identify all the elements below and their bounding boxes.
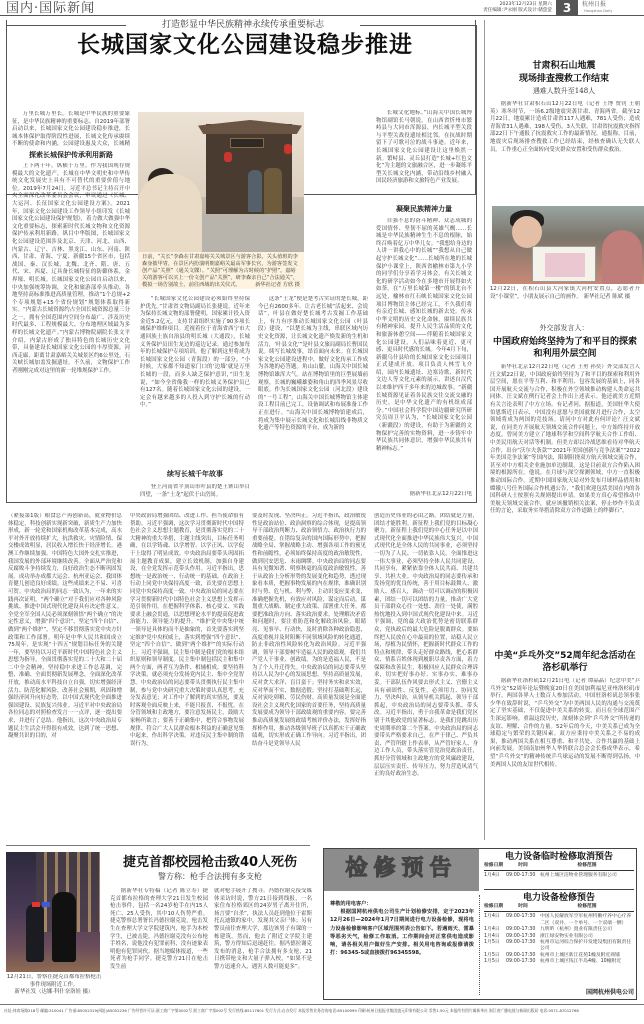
quake-photo-caption [490,286,640,308]
plan-row [484,914,634,927]
cancel-table-header [484,863,634,871]
caption-text: 12月22日，在积石山县大河家镇大河村安置点，志愿者开设“小课堂”，小朋友展示自己的画作。 [490,286,640,300]
feature-col2-body [140,296,250,446]
quake-body [490,101,640,203]
notice-signature: 国网杭州供电公司 [585,989,634,996]
row-scope: 杭州市上城区新江花苑1幢及附近商铺 [540,952,620,958]
row-time: 09:00-17:30 [506,933,536,939]
header-date: 检修日期 [484,863,504,868]
continued-col2 [130,513,244,838]
header-scope: 检修范围 [577,904,597,909]
continued-col2-text: 中央政治局增强团结、改进工作、担当使命很有帮助。习近平强调，这次学习贯彻新时代中国特色社会主义思想主题教育，是贯彻落实党的二十大精神的重大举措，主题主线突出，目标任务明确，在以学铸魂、以学增智、以学正风、以学促干上取得了明显成效。中央政治局要带头巩固拓展主题教育成果，建立长效机制，加强自身建设，在全党发挥示范带头作用。习近平指出，思想统一是政治统一、行动统一的基础。在政治上行动上同党中央保持高度一致，首先要在思想上同党中央保持高度一致。中央政治局的同志要在学习贯彻新时代中国特色社会主义思想上发挥示范引领作用，在把握科学体系、核心要义、实践要求上融会贯通，以思想理论水平的提高促进政治能力、领导能力的提升。“维护党中央集中统一领导是具体的而不是抽象的，首先要落实到坚定维护党中央权威上，落实到增强“四个意识”、坚定“四个自信”、做到“两个维护”的实际行动上。习近平强调，民主集中制是我们党的根本组织原则和领导制度。民主集中制包括民主和集中两个方面，两者互为条件、相辅相成。要坚持科学决策，就必须充分发扬党内民主、集中全党智慧。中央政治局的同志要带头贯彻执行民主集中制，参与党中央研究重大决策时要认真思考，充分发表意见；对工作中了解到的真实情况，要及时客观全面反映上来，不能只报喜、不报忧。在分管领域和主政地方，要注意发扬民主，鼓励大家畅所欲言；要善于正确集中，把符合事物发展规律、符合广大人民群众根本利益的正确意见集中起来，作出科学决策。对违反民主集中制的错误行为， [130,513,244,747]
feature-col4-top-text: 长城文化地标。”山海关中国长城博物馆副馆长马朝说。在山西省忻州市繁峙县与大同市浑源县，内长城平型关段与平型关战役遗址相比邻。在抗战时期留下了可歌可泣的战斗事迹。近年来，长城国家文化公园建设让这里焕然一新。繁峙县、灵丘县打造“长城+红色文化”为主题的文旅融合区，进一步凝练平型关长城文化内涵，带动沿线乡村融入国民经济旅游和文旅特色产业发展。 [376,110,472,184]
caption-text: 日前，“关长”李森在甘肃嘉峪关关城景区与游客合影。关头值班的李森身披甲胄，在景区内扮演明朝嘉峪关最高军事长官，为游客签发文创产品“关照”（通关文牒）。“关照”可理解为古时候的“护照”。嘉峪关的游客可以买上一份文创产品“关照”，研李森亲自己“合法通关”，模拟一场告别故土、前往西域的出关仪式。 [142,254,299,288]
feature-col4-body [376,218,472,490]
feature-col4-text: 自强不息的奋斗精神、众志成城的爱国情怀、坚韧不屈的英雄气概……长城是中华民族精神生生不息的根脉，始终召唤着亿万中华儿女。“我想给身边的人讲一讲我心中的长城”“我想从自己做起守护长城文化”……长城所在地的长城保护小课堂上，陕西省榆林市第九小学的同学们分享着学习体会。有关长城文化的研学活动如今在多地市开展得如火如荼。在“万里长城第一楼”的镇北台不远处，榆林市红石峡长城国家文化公园项目博物馆主体已经完工，不久我们将有亲近长城、感知长城的新去处。传承中华文明的历史文化命脉，赓续民族共有精神家园。提升人民生活品质的文化和旅游休憩空间——伴随着长城国家文化公园建设，人们品味着更近、更可感、更具时代感的长城。今年4月下旬，新疆乌什县哈的长城国家文化公园项目正式建成开放。项目负责人林雪飞介绍，园内长城遗址、边塞诗歌、新时代文边人等文化元素的展示，讲述自汉代以来维护西千多年来的边城故事。“新疆长城资源见证着各民族交往交流交融的历史，是中华文化遗产的有机组成部分。”中国社会科学院中国边疆研究所研究员周卫平认为，“长城国家文化公园（新疆段）的建设，有助于为新疆的文物保护完善的实物资料，进一步铸牢中华民族共同体意识，增强中华民族共有精神标志。” [376,218,472,452]
row-date: 1月4日 [484,873,500,879]
row-scope: 杭州市上城区钱江半岛4幢、10幢附近 [540,959,622,965]
photo-credit: 新华社记者 方欣 摄 [255,282,300,288]
plan-row [484,940,634,953]
row-date: 1月5日 [484,959,500,965]
notice-divider [479,895,480,995]
quake-subhead: 遇难人数升至148人 [532,87,596,95]
feature-col2-tail [140,484,250,500]
newspaper-logo: 杭州日报 [582,1,607,8]
header-date: 检修日期 [484,904,504,909]
frame-top-rule-left [6,25,126,26]
cancel-table [484,852,634,880]
plan-table [484,893,634,966]
feature-col2-tail-text: 登上河南省平顶山市叶县的楚王寨山举目四望，一条“土龙”起伏于山峦间。 [140,484,250,498]
issue-date: 2023年12月23日 星期六 [499,2,552,7]
feature-col3-text: 这条“土龙”便是楚考古实证的楚长城，距今已有2600多年。让古老长城“活起来、会说话”，叶县在做好楚长城考古发掘工作基础上，有力有序推动长城国家文化公园（叶县段）建设，“以楚长城为主线，串联区域内历史文化资源，让长城文化遗产焕发新的生机和活力，‘叶县文化’”是叶县文旅局副局长曹国民说。续写长城故事，昂首面向未来。在长城国家文化公园建设进程中，做好文化传承工作成为各地的必答题。角山山麓，山海关中国长城博物馆雄浑大气。站在博物馆里的巨型展墙前观察，长城的巍峨雄姿和角山的四季风景尽收眼底。作为长城国家文化公园（河北段）建设的“一号工程”，山海关中国长城博物馆主体建设工程目前已完工，设备调试和布展准备工作正在进行。“山海关中国长城博物馆建成后，将成为集中展示长城文化和长城沿线非物质文化遗产等特色资源的平台，成为新的 [258,296,368,432]
plan-row [484,959,634,965]
feature-col2-text: “长城国家文化公园建设必须始终坚持保护优先。”甘肃省文物局副局长张捷说，近年来为保持长城文物的部署健明，国家累计投入资金近5.2亿元，支持甘肃组织实施了90多项长城保护维修项目。近视着位于青海省西宁市大通回族土族自治县的明长城（大通段），长城义务保护员田生龙边的巡边记录。通过参加每年的长城保护专项培训，他了解到这里将成为长城国家文化公园（青海段）的一部分。“小时候，大家都不知道家门口的‘边墙’就是万里长城的一段，而多人缺乏保护意识，”田生龙说，“如今全省像我一样的长城义务保护员已有127名。随着长城国家文化公园的建设，一定会有越来越多的人投入到守护长城的行动中。” [140,296,250,409]
right-column-rule [484,20,485,840]
continued-col1 [8,513,122,838]
prague-body-2-text: 就对枪手展开了搜寻。冯德拉谢克接受媒体采访时说，警方21日接到线报，一名家住布拉格郊区的24岁男子离开住所，扬言要“自杀”，执法人员赶到他位于霍斯托瓦迪镇的家中，发现其父亲尸体；另有警员前往查理大学，那边该男子有课的一栋建筑。然而，他去了附近文学院主建筑，警方得知后迅速赶往。据冯德拉谢克发布的消息，枪手合法拥有多支枪，21日携带枪支和大量子弹入校，“如果不是警方迅速介入，遇害人数可能更多”。 [214,888,312,970]
feature-col1-body [12,163,130,496]
row-time: 09:00-17:30 [506,927,536,933]
row-date: 1月5日 [484,940,500,946]
frame-top-rule-right [360,25,476,26]
row-time: 09:00-17:30 [506,952,536,958]
row-time: 09:00-17:30 [506,940,536,946]
notice-banner-title: 检修预告 [345,856,458,881]
feature-col4-top [376,110,472,184]
row-scope: 中国人民解放军空军杭州特勤疗养中心疗养二区（双井、一个单号、一个双端一侧） [540,914,632,926]
row-date: 1月5日 [484,952,500,958]
page-footer: 社址:体育场路218号 邮编:310041 广告部:85052319(网址)85052236 广告经营许可证:浙工商广字第0002号 浙工商广字第002号 发行热线:85117601 发行方式:自办发行 本报零售业务咨询电话:85100999 印刷:杭州日报报业集团盛元印务有限公司 零售1.50元 本报所有图片属新华社 浙江省广播电视与新闻出版局 电话:0571-87012766 [0,1004,644,1024]
continued-col4-text: 创造历史伟业的必由之路。团结就是力量，团结才能胜利。新征程上我们党的目标凝心聚力，新征程上我们党的中心任务是以中国式现代化全面推进中华民族伟大复兴。中国式现代化是全体人民的共同事业，必须坚持一切为了人民、一切依靠人民。全面推进这一伟大事业，必须坚持全体人民共同建设、共同享有，紧紧依靠全体人民共商、共建共享、共担大业。中央政治局的同志要传承和发扬党的优良传统，善于用目标鼓舞人、激励人、感召人，调动一切可以调动的积极因素，团结一切可以团结的力量，推动广大党员干部群众心往一处想、劲往一处使，满腔热忱地投入到中国式现代化建设中来。习近平强调，党的最大政治优势是密切联系群众，党执政后的最大危险是脱离群众。要始终把人民放在心中最高的位置，站稳人民立场，厚植为民情怀，把握新时代群众工作的特点和规律，带头走好群众路线，把心系群众、情系百姓体现到履职尽责各方面，着力保障和改善民生，积极回应人民群众合理诉求，切实把好事办好、实事办实、难事办妥。干部队伍作风要去形式主义、官僚主义具有顽固性、反复性，必须用力、协同发力、坚决纠治，从领导机关抓起、领导干部抓起，中央政治局的同志要带头抓、带头改。习近平指出，勇于自我革命是我们党区别于其他政党的显著标志，是我们党跳出历史周期率的第二个答案。中央政治局的同志要带头严格要求自己，在严于律己、严负其责、严管所辖上作表率，从严管好家人、身边工作人员，带头落实管党治党政治责任，抓好分管领域和主政地方的党风廉政建设，层层压实责任、传导压力，努力营造风清气正的良好政治生态。 [374,513,478,778]
pingpong-body-text: 据新华社洛杉矶12月21日电（记者 谭晶晶）纪念中美“乒乓外交”52周年论坛暨晚宴20日在美国加利福尼亚州洛杉矶市举行，两国各界人士数百人参加活动。中国驻洛杉矶总领事张少华在致辞时说，“乒乓外交”为中美两国人民的沟通与交流奠定了坚实基础，不仅促进中美关系的转变，而且在全球范围产生深远影响。重温这段历史，深刻体会到“乒乓外交”所传递的友谊、理解、合作的力量。52年后的今天，中美关系已成为全球稳定与繁荣的关键因素。双方应秉持中美关系之不易的成果，推动两国关系在相互尊重、和平共处、合作共赢的基础上向前发展。美国南加州华人华侨联合总会会长蔡成华表示，希望“乒乓外交”的精神传统乒乓球运动的发展不断得到弘扬，中美两国人民的友谊世代相传。 [490,678,640,768]
prague-body-col1 [110,888,208,1002]
pingpong-headline: 中美“乒乓外交”52周年纪念活动在洛杉矶举行 [494,651,636,673]
frame-bottom-rule [6,502,476,503]
header-scope: 检修范围 [577,863,597,868]
header-time: 时间 [518,863,528,868]
notice-table-rule [484,889,634,890]
bottom-section-rule [6,845,310,846]
pingpong-body [490,678,640,834]
date-editor-block [380,2,552,14]
row-scope: 杭州市运河综合保护开发建设集团有限责任公司 [540,940,632,952]
prague-photo-caption [6,974,102,1002]
row-time: 09:00-17:30 [506,873,536,879]
row-time: 09:00-17:30 [506,959,536,965]
newspaper-logo-en: Hangzhou Daily [584,9,613,13]
row-scope: 浙江绿安物实业有限公司 [540,933,593,939]
quake-photo [492,206,644,284]
space-kicker: 外交部发言人： [539,324,589,332]
prague-photo [6,852,100,972]
section-title: 国内·国际新闻 [6,1,96,16]
feature-subhead-1: 探索长城保护传承利用新路 [29,151,113,159]
prague-subhead: 警方称：枪手合法拥有多支枪 [158,872,262,881]
continued-col3 [252,513,366,838]
feature-subhead-2: 续写长城千年故事 [167,470,223,478]
prague-body-col2 [214,888,312,1002]
photo-credit: 新华社发（达娜·科什奈洛娃 摄） [14,989,94,996]
feature-dateline: 据新华社北京12月22日电 [409,491,472,497]
row-date: 1月4日 [484,927,500,933]
feature-col1-text: 上下两千年，纵横十万里。作为我国现存规模最大的文化遗产，长城在中华文明史和中华传统文化发展史上具有不可替代的重要价值与地位。2019年7月24日，习近平总书记主持召开中央全面深化改革委员会会议，审议通过《长城、大运河、长征国家文化公园建设方案》。2021年，国家文化公园建设工作领导小组印发《长城国家文化公园建设保护规划》，着力做大做强中华文化重要标志，探索新时代长城文物和文化资源保护传承利用新路。纵目中华版图，长城国家文化公园建设范围涉及北京、天津、河北、山西、内蒙古、辽宁、吉林、黑龙江、山东、河南、陕西、甘肃、青海、宁夏、新疆15个省区市，包括战国、秦、汉长城，北魏、北齐、隋、唐、五代、宋、西夏、辽具备长城特征的防御体系，金界壕、明长城。长城国家文化公园自启动以来，中央加强统筹协调，文化和旅游部牵头推动，各地坚持高标准推进高质量管理，推动“1个总规+2个专项规划+15个省份规划”规划体系取得新实。“内蒙古长城资源约占全国长城资源总量三分之一，拥有全国范围内空间分布最广、涉及历史时代最多、工程规模最大、分布地理区域最为多样的长城文化遗产。”内蒙古博物院副院长张文平介绍，内蒙古形成了独具特色的长城历史文化带，具备建设长城国家文化公园的丰厚资源。河西走廊，距离甘肃嘉峪关关城景区约6公里处，石关峡长城加盖发掘遗址。不久前，文物保护工作者刚刚完成对这里的新一轮堆规保护工作。 [12,163,130,375]
editors-credit: 责任编辑:尹永刚 版式设计:储萤萤 [483,8,552,13]
caption-text: 12月21日，警察在捷克首都布拉格枪击事件现场附近工作。 [6,974,102,988]
photo-credit: 新华社记者 陈斌 摄 [583,293,631,300]
plan-title: 电力设备检修预告 [522,893,595,903]
great-wall-photo-caption [138,252,304,289]
row-date: 1月4日 [484,933,500,939]
row-date: 1月4日 [484,914,500,920]
frame-left-rule [6,20,7,503]
cancel-row [484,873,634,879]
prague-headline: 捷克首都校园枪击致40人死伤 [122,855,298,870]
feature-kicker: 打造彰显中华民族精神永续传承重要标志 [161,20,324,30]
continued-col3-text: 要及时发现、坚决纠正。习近平指出，政治敏锐性是政治站位、政治洞察的综合体现，是提高领导干部政治判断力、政治领悟力、政治执行力的重要前提。在错综复杂的国内国际形势中，把握战略全局、掌握战略主动、增强各项工作的预见性和前瞻性，必须始终保持高度的政治敏锐性，做到居安思危、未雨绸缪。中央政治局的同志要具有见微知著、明察秋毫的高度政治敏锐性，善于从政治上分析形势的发展变化和趋势，透过现象看本质，把握事物发展的内在规律，准确识别时与势、危与机、利与弊，主动识变应变求变，准确把握先机，有效应对风险，谋定而后动。谋划重大战略、制定重大政策、部署重大任务，都要把准政治方向、落实政治要求。处理解决矛盾和问题时，要注重防范和化解政治风险，眼睛亮、见事早、行动快，及时消除各种政治隐患，高度重视并及时阻断不同领域风险的转化通道，防止非政治性风险转化为政治风险。习近平强调，领导干部要树牢造福人民的政绩观。我们共产党人干事业、创政绩，为的是造福人民，不是为了个人升迁得失。中央政治局的同志要带头坚持以人民为中心的发展思想，坚持高质量发展，反对贪大求洋、盲目蛮干；坚持务实和求实效，反对华而不实、数据造假；坚持打基础利长远，反对寅吃卯粮、劳民伤财。高质量发展是全面建设社会主义现代化国家的首要任务，坚持高质量发展要成为领导干部政绩观的重要内容。要完善推动高质量发展的政绩考核评价办法，发挥好指挥棒作用，推动各级领导班子以真抓实干正确政绩观，切实形成正确工作导向。习近平指出，团结奋斗是党领导人民 [252,513,366,747]
page-number: 3 [556,0,578,16]
header-time: 时间 [518,904,528,909]
great-wall-photo [138,112,304,252]
row-scope: 九明昕（杭州）置业有限责任公司 [540,927,612,933]
quake-body-text: 据新华社甘肃积石山12月22日电（记者 王博 贾钊 王朝英）寒冬时节，一场6.2级地震突袭甘肃、青海两省。截至12月22日，地震累计造成甘肃省117人遇难，781人受伤；造成青海省31人遇难，198人受伤，3人失联。甘肃省抗震救灾指挥部22日下午通报了抗震救灾工作的最新情况。通报称，目前，地震灾后现场排查搜救工作已经结束，经核查确认无失联人员。工作重心正全面转向受灾群众安置和受伤群众救治。 [490,101,640,153]
plan-table-header [484,904,634,912]
quake-headline-1: 甘肃积石山地震 [532,61,596,71]
feature-lead-text: 万里长城万里长。长城是中华民族的重要象征，是中华民族精神的重要标志。自2019年部署启动以来，长城国家文化公园建设稳步推进，长城本体保护取得阶段性进展，长城文化传承赓续不断的使命和内涵，公园建设惠及大众，长城精 [12,111,130,147]
cancel-title: 电力设备临时检修取消预告 [504,852,613,862]
prague-body-1-text: 据新华社专特稿（记者 陈立寿）捷克首都布拉格的查理大学21日发生校园枪击事件，包括一名24岁枪手在内15人死亡、25人受伤，其中10人伤势严重。捷克警察总署署长冯德拉谢克说，枪击发生在查理大学文学院建筑内，枪手为本校学生，已被击毙。冯德拉谢克没有公布枪手姓名，说他没有犯罪前科，没有迹象表明他有犯罪同伙。据当地媒体报道，一些死者为枪手同学。捷克警方21日在枪击发生前 [110,888,208,970]
quake-headline-2: 现场排查搜救工作结束 [518,74,609,84]
space-body [490,364,640,647]
feature-subhead-3: 凝聚民族精神力量 [396,205,452,213]
frame-right-rule [476,25,477,503]
notice-body-text: 根据国网杭州供电公司生产计划检修安排，定于2023年12月26日—2024年1月7日期间进行电力设备检修，现将电力设备检修影响客户区域范围列表公告如下。若遇雨天、雷暴等恶劣天气，检修工作取消。工作期间会对正常供电造成影响，请各相关用户做好生产安排。相关用电咨询或报修请拨打：96345-5或直接拨打96345598。 [330,909,474,957]
notice-greeting: 尊敬的用电客户： [330,901,372,907]
space-body-text: 新华社北京12月22日电（记者 王勇 孙奕）外交部发言人汪文斌22日说，中国政府始终坚持为了和平目的探索和利用外层空间，愿在平等互利、和平利用、包容发展的基础上，同各国开展航天交流与合作，积极在外空领域推动构建人类命运共同体。汪文斌在例行记者会上作出上述表示。他还就美方近期有关言论表明了中方立场。有记者问，据报道，美国驻华大使伯恩斯近日表示，中国没有意愿与美国就探月进行合作，太空领域将成为两国的竞技场。请问中方对此有何评论？汪文斌说，在同美方开展航天领域交流合作问题上，中方始终持开放态度，曾同美方建立了地球科学和空间科学航天合作工作组、中美民用航天对话等机制。但美方却以冷战思维看待对华航天合作，出台“沃尔夫条款”“2021年美国创新与竞争法案”“2022年美国竞争法案”等国内法，限制阻挠双方航天领域交流合作，甚至对中方相关企业施加单边制裁。这是目前双方合作陷入困境的根源所在。他说，在月球与深空探测领域，中方一直积极推动国际合作。近期中国国家航天局对外发布月球样品借用和嫦娥八号任务国际合作机遇公告，“我们欢迎包括美国在内的各国科研人士按照有关规则提出申请。如果美方真心希望推动中美航天领域交流合作，就应该撤销相关法案，停止炒作不负责任的言论，采取务实举措清除双方合作道路上的绊脚石”。 [490,364,640,515]
feature-col3-body [258,296,368,500]
feature-lead [12,111,130,147]
feature-headline: 长城国家文化公园建设稳步推进 [77,32,413,58]
continued-col1-text: （紧接第1版）粮食总产再创新高，就业物价总体稳定，科技创新实现新突破，新质生产力加快形成，新一轮党和国家机构改革基本完成，高水平对外开放持续扩大，抗洪救灾、灾情险情、保交楼成效明显，居民收入增长快于经济增长。港澳工作继续加强。中国特色大国外交扎实推进，我国发展的外部环境继续改善。全面从严治党和反腐败斗争持续发力，良好政治生态不断巩固发展。成功举办成都大运会、杭州亚运会、我国体育健儿创造良好成绩。这些成绩来之不易、可喜可贺。中央政治局的同志一致认为，一年来的实践再次证明，“两个确立”对于我们应对各种风险挑战、推进中国式现代化建设具有决定性意义。全党全军全国人民必须深刻领悟“两个确立”的决定性意义，增强“四个意识”、坚定“四个自信”、做到“两个维护”，坚定不移贯彻落实党中央方针政策和工作部署。明年是中华人民共和国成立75周年，是实现“十四五”规划目标任务的关键一年，要坚持以习近平新时代中国特色社会主义思想为指导，全面贯彻落实党的二十大和二十届二中全会精神，坚持稳中求进工作总基调，完整、准确、全面贯彻新发展理念，全面深化改革开放，推动高水平科技自立自强，切实增强经济活力、防范化解风险、改善社会预期，巩固和增强经济回升向好态势，以中国式现代化全面推进强国建设、民族复兴伟业。习近平对中央政治局各位同志的对照检查发言一一点评，逐一提出要求，并进行了总结。他指出，这次中央政治局专题民主生活会开得很有成效，达到了统一思想、凝聚共识的目的，对 [8,513,122,740]
continued-col4 [374,513,478,838]
space-headline: 中国政府始终坚持为了和平目的探索和利用外层空间 [492,337,637,359]
row-scope: 杭州上城区洁物业管理服务有限公司 [540,873,617,879]
notice-body [330,900,474,996]
row-time: 09:00-17:30 [506,914,536,920]
